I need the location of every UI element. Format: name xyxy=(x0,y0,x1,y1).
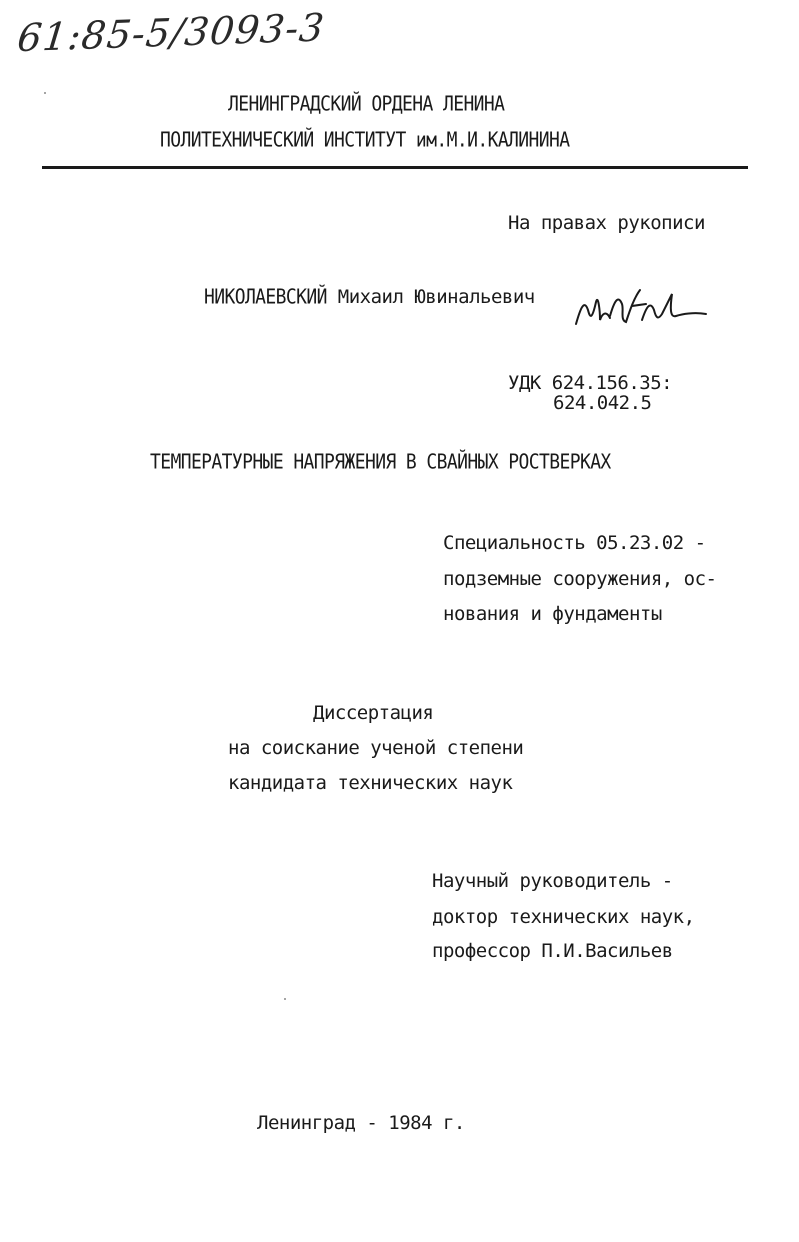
header-divider xyxy=(42,166,748,169)
dissertation-line-2: на соискание ученой степени xyxy=(228,737,524,759)
udk-label: УДК xyxy=(508,372,541,394)
udk-line-1 xyxy=(508,372,672,394)
udk-code-1: 624.156.35: xyxy=(551,372,673,394)
paper-speck xyxy=(44,92,46,94)
author-name xyxy=(204,286,535,309)
archive-number-handwritten: 61:85-5/3093-3 xyxy=(15,5,327,61)
author-signature xyxy=(570,280,710,340)
specialty-line-3: нования и фундаменты xyxy=(443,603,662,625)
author-given-names: Михаил Ювинальевич xyxy=(337,286,535,308)
institution-line-1: ЛЕНИНГРАДСКИЙ ОРДЕНА ЛЕНИНА xyxy=(228,92,505,117)
udk-code-2: 624.042.5 xyxy=(553,392,652,414)
specialty-line-2: подземные сооружения, ос- xyxy=(443,568,717,590)
dissertation-line-1: Диссертация xyxy=(313,702,434,724)
dissertation-title: ТЕМПЕРАТУРНЫЕ НАПРЯЖЕНИЯ В СВАЙНЫХ РОСТВЕРКАХ xyxy=(150,450,611,475)
supervisor-line-1: Научный руководитель - xyxy=(432,870,673,892)
paper-speck xyxy=(284,998,286,1000)
manuscript-note: На правах рукописи xyxy=(508,212,705,234)
specialty-line-1: Специальность 05.23.02 - xyxy=(443,532,706,554)
author-surname: НИКОЛАЕВСКИЙ xyxy=(204,285,327,310)
dissertation-line-3: кандидата технических наук xyxy=(228,772,513,794)
place-and-year: Ленинград - 1984 г. xyxy=(257,1112,465,1134)
supervisor-line-2: доктор технических наук, xyxy=(432,906,695,928)
institution-line-2: ПОЛИТЕХНИЧЕСКИЙ ИНСТИТУТ им.М.И.КАЛИНИНА xyxy=(160,128,570,153)
supervisor-line-3: профессор П.И.Васильев xyxy=(432,940,673,962)
